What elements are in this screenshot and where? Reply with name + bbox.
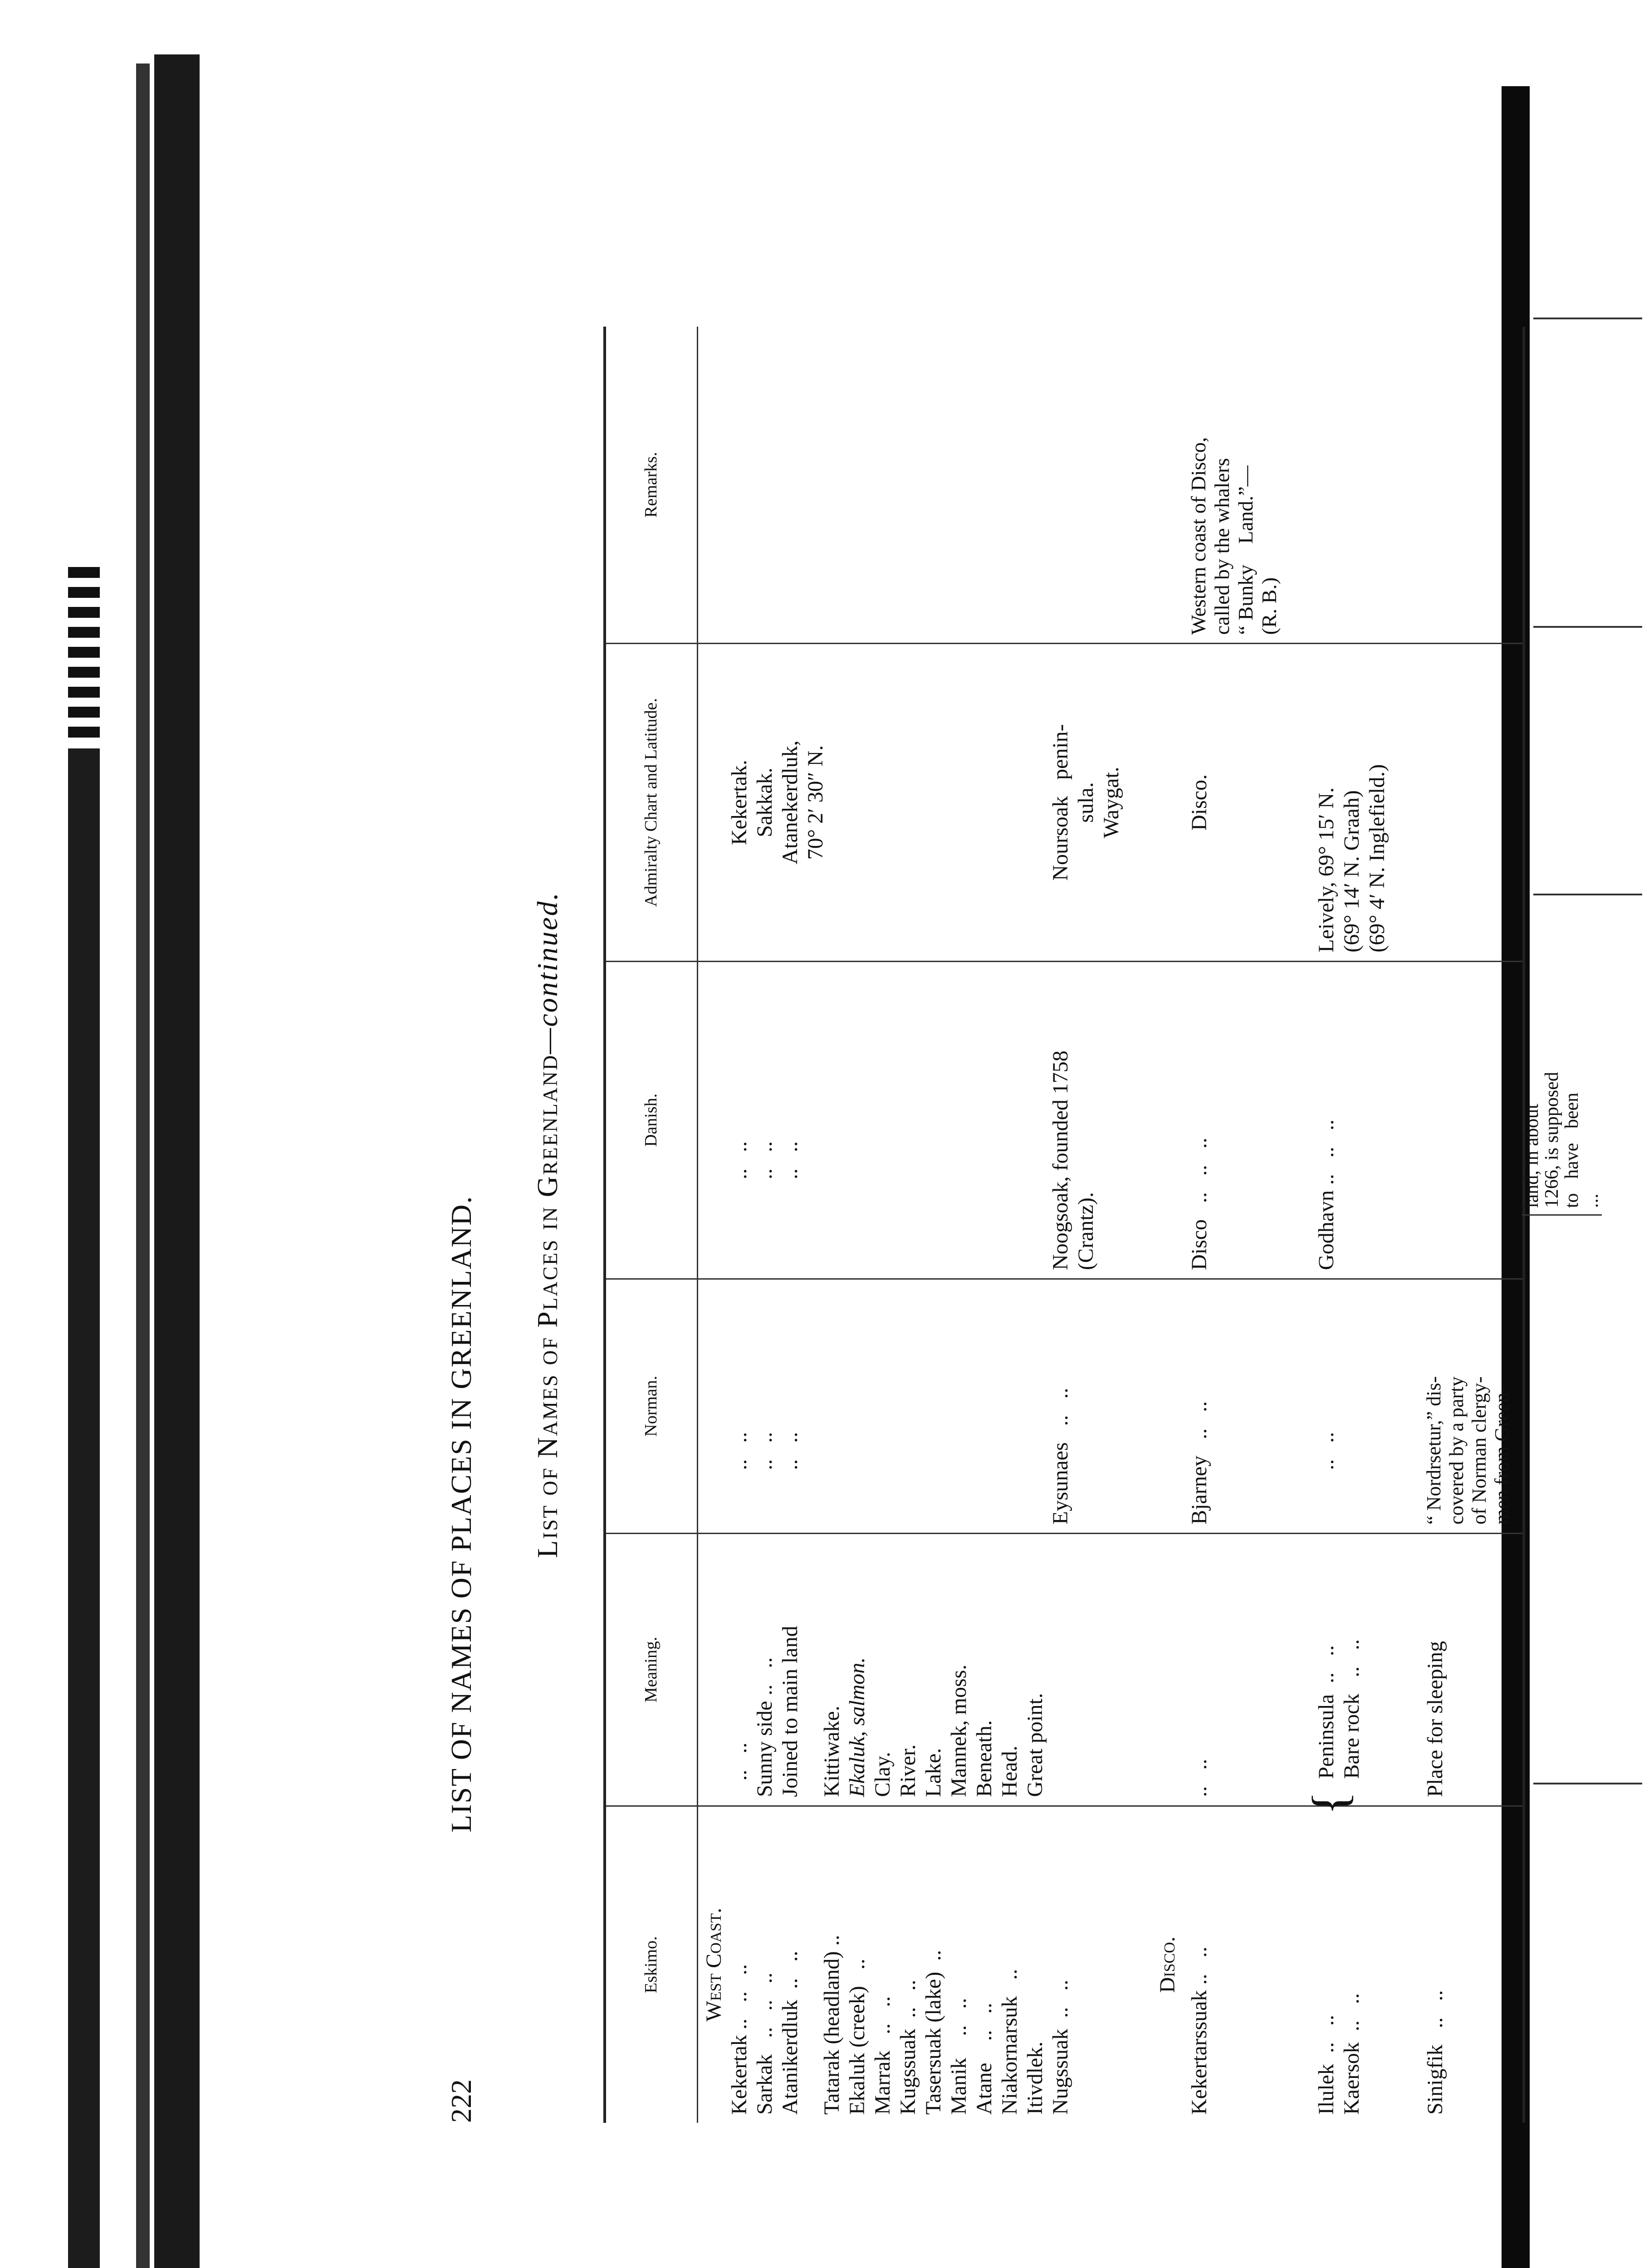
eskimo-cell: Nugssuak .. .. bbox=[1048, 1980, 1072, 2115]
eskimo-cell: Niakornarsuk .. bbox=[998, 1969, 1022, 2115]
meaning-cell: Place for sleeping bbox=[1423, 1641, 1447, 1797]
meaning-cell: Peninsula .. .. bbox=[1314, 1645, 1338, 1779]
admiralty-cell: Disco. bbox=[1187, 774, 1211, 831]
brace-icon: { bbox=[1302, 1791, 1357, 1815]
meaning-cell: Great point. bbox=[1023, 1693, 1047, 1797]
eskimo-cell: Itivdlek. bbox=[1023, 2041, 1047, 2115]
norman-cell: Eysunaes .. .. bbox=[1048, 1388, 1072, 1525]
names-table bbox=[504, 327, 1602, 2123]
scan-tick-marks bbox=[68, 567, 100, 739]
meaning-cell: Ekaluk, salmon. bbox=[845, 1657, 869, 1797]
admiralty-cell: (69° 4′ N. Inglefield.) bbox=[1365, 764, 1389, 953]
column-header: Remarks. bbox=[606, 327, 698, 643]
table-title bbox=[531, 327, 564, 2123]
eskimo-cell: Sarkak .. .. .. bbox=[753, 1972, 777, 2115]
eskimo-cell: Marrak .. .. bbox=[871, 1996, 895, 2115]
eskimo-cell: Kaersok .. .. bbox=[1340, 1993, 1364, 2115]
meaning-cell: Head. bbox=[998, 1745, 1022, 1797]
admiralty-cell: Kekertak. bbox=[727, 760, 751, 845]
page-number: 222 bbox=[445, 2079, 477, 2123]
note-line: 1266, is supposed bbox=[1541, 1072, 1562, 1208]
section-heading: Disco. bbox=[1155, 1936, 1179, 1993]
danish-cell: .. .. bbox=[727, 1141, 751, 1180]
column-header: Admiralty Chart and Latitude. bbox=[606, 644, 698, 960]
meaning-cell: River. bbox=[896, 1744, 920, 1797]
remarks-cell: “ Bunky Land.”— bbox=[1234, 465, 1257, 635]
admiralty-cell: Leively, 69° 15′ N. bbox=[1314, 787, 1338, 953]
column-header: Norman. bbox=[606, 1280, 698, 1533]
norman-cell: .. .. bbox=[727, 1432, 751, 1470]
danish-cell: .. .. bbox=[753, 1141, 777, 1180]
eskimo-cell: Atanikerdluk .. .. bbox=[778, 1950, 802, 2115]
admiralty-cell: sula. bbox=[1074, 782, 1098, 823]
eskimo-cell: Sinigfik .. .. bbox=[1423, 1990, 1447, 2115]
meaning-cell: Sunny side .. .. bbox=[753, 1657, 777, 1797]
danish-cell: (Crantz). bbox=[1074, 1192, 1098, 1271]
meaning-cell: Kittiwake. bbox=[820, 1706, 844, 1797]
meaning-cell: .. .. bbox=[1187, 1759, 1211, 1797]
admiralty-cell: Atanekerdluk, bbox=[778, 740, 802, 865]
scan-edge-bar bbox=[154, 54, 200, 2268]
eskimo-cell: Tasersuak (lake) .. bbox=[921, 1950, 945, 2115]
norman-cell: “ Nordrsetur,” dis- bbox=[1423, 1376, 1445, 1525]
rotated-page bbox=[426, 318, 1602, 2132]
scan-margin-blot bbox=[68, 748, 100, 2268]
scan-edge-shadow bbox=[136, 64, 150, 2268]
eskimo-cell: Kekertarssuak .. .. bbox=[1187, 1946, 1211, 2115]
danish-cell: .. .. bbox=[778, 1141, 802, 1180]
norman-cell: Bjarney .. .. bbox=[1187, 1401, 1211, 1525]
admiralty-cell: 70° 2′ 30″ N. bbox=[803, 745, 827, 860]
admiralty-cell: (69° 14′ N. Graah) bbox=[1340, 790, 1364, 953]
norman-cell: .. .. bbox=[753, 1432, 777, 1470]
remarks-cell: Western coast of Disco, bbox=[1187, 437, 1210, 635]
meaning-cell: Bare rock .. .. bbox=[1340, 1639, 1364, 1779]
danish-cell: Noogsoak, founded 1758 bbox=[1048, 1051, 1072, 1271]
column-danish bbox=[606, 961, 1522, 1278]
danish-cell: Disco .. .. .. bbox=[1187, 1138, 1211, 1271]
column-header: Meaning. bbox=[606, 1534, 698, 1805]
table-body bbox=[603, 327, 1525, 2123]
eskimo-cell: Ekaluk (creek) .. bbox=[845, 1959, 869, 2115]
overflow-note bbox=[1522, 954, 1602, 1216]
column-header: Danish. bbox=[606, 962, 698, 1278]
admiralty-cell: Waygat. bbox=[1099, 767, 1123, 838]
norman-cell: .. .. bbox=[1314, 1432, 1338, 1470]
meaning-cell: Beneath. bbox=[972, 1720, 996, 1797]
norman-cell: men from Green- bbox=[1491, 1386, 1513, 1525]
meaning-cell: Lake. bbox=[921, 1748, 945, 1797]
section-heading: West Coast. bbox=[702, 1908, 726, 2022]
column-meaning bbox=[606, 1533, 1522, 1815]
running-title: LIST OF NAMES OF PLACES IN GREENLAND. bbox=[445, 1195, 477, 1833]
note-line: to have been bbox=[1561, 1092, 1582, 1208]
eskimo-cell: Manik .. .. bbox=[947, 1998, 971, 2115]
admiralty-cell: Noursoak penin- bbox=[1048, 724, 1072, 881]
note-line: land, in about bbox=[1522, 1104, 1542, 1208]
column-norman bbox=[606, 1278, 1522, 1533]
norman-cell: of Norman clergy- bbox=[1468, 1376, 1490, 1525]
meaning-cell: Mannek, moss. bbox=[947, 1664, 971, 1797]
norman-cell: .. .. bbox=[778, 1432, 802, 1470]
table-title-main: List of Names of Places in Greenland bbox=[531, 1054, 563, 1558]
column-remarks bbox=[606, 327, 1522, 643]
column-header: Eskimo. bbox=[606, 1807, 698, 2123]
remarks-cell: (R. B.) bbox=[1258, 577, 1281, 635]
note-line: ... bbox=[1581, 1193, 1602, 1208]
table-title-continued: —continued. bbox=[531, 891, 563, 1054]
meaning-cell: .. .. bbox=[727, 1742, 751, 1797]
column-admiralty bbox=[606, 643, 1522, 960]
eskimo-cell: Kekertak .. .. .. bbox=[727, 1964, 751, 2115]
running-header bbox=[445, 318, 494, 2132]
meaning-cell: Joined to main land bbox=[778, 1626, 802, 1797]
meaning-cell: Clay. bbox=[871, 1752, 895, 1797]
remarks-cell: called by the whalers bbox=[1210, 458, 1233, 635]
eskimo-cell: Ilulek .. .. bbox=[1314, 2015, 1338, 2115]
eskimo-cell: Kugssuak .. .. bbox=[896, 1980, 920, 2115]
danish-cell: Godhavn .. .. .. bbox=[1314, 1119, 1338, 1271]
norman-cell: covered by a party bbox=[1445, 1376, 1468, 1525]
eskimo-cell: Tatarak (headland) .. bbox=[820, 1935, 844, 2115]
column-eskimo bbox=[606, 1805, 1522, 2123]
eskimo-cell: Atane .. .. bbox=[972, 2003, 996, 2115]
admiralty-cell: Sakkak. bbox=[753, 767, 777, 837]
